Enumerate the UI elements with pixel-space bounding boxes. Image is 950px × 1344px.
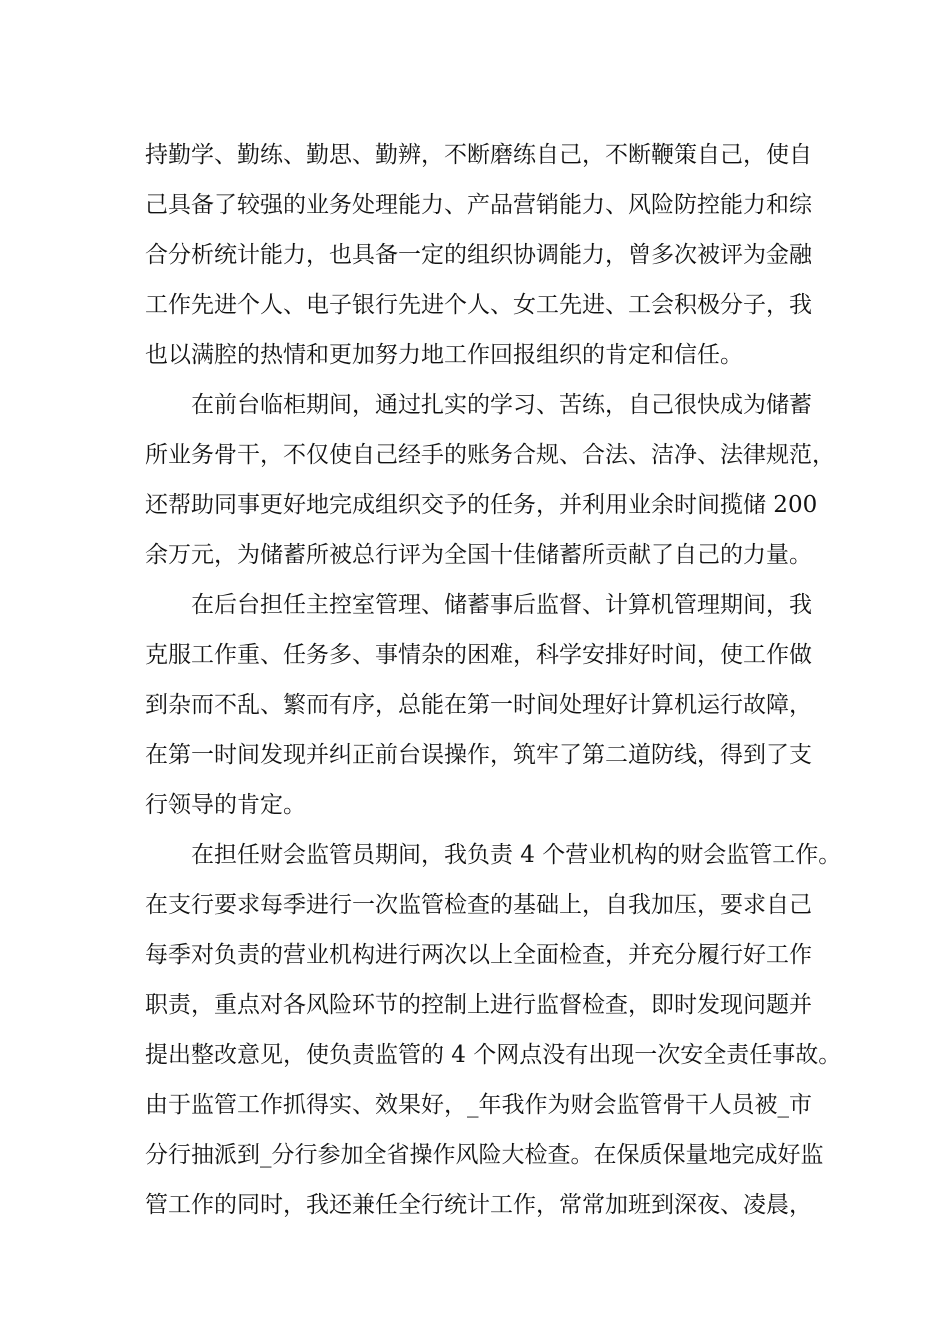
- paragraph: [145, 130, 812, 380]
- text-line: 提出整改意见，使负责监管的 4 个网点没有出现一次安全责任事故。: [145, 1042, 842, 1068]
- paragraph: [145, 580, 812, 830]
- text-line: 合分析统计能力，也具备一定的组织协调能力，曾多次被评为金融: [145, 242, 812, 268]
- document-page: [145, 130, 842, 1230]
- text-line: 在支行要求每季进行一次监管检查的基础上，自我加压，要求自己: [145, 892, 812, 918]
- text-line: 克服工作重、任务多、事情杂的困难，科学安排好时间，使工作做: [145, 642, 812, 668]
- text-line: 还帮助同事更好地完成组织交予的任务，并利用业余时间揽储 200: [145, 492, 818, 518]
- text-line: 在第一时间发现并纠正前台误操作，筑牢了第二道防线，得到了支: [145, 742, 812, 768]
- paragraph: [145, 380, 835, 580]
- text-line: 所业务骨干，不仅使自己经手的账务合规、合法、洁净、法律规范，: [145, 442, 835, 468]
- text-line: 在后台担任主控室管理、储蓄事后监督、计算机管理期间，我: [191, 592, 812, 618]
- text-line: 工作先进个人、电子银行先进个人、女工先进、工会积极分子，我: [145, 292, 812, 318]
- text-line: 职责，重点对各风险环节的控制上进行监督检查，即时发现问题并: [145, 992, 812, 1018]
- text-line: 分行抽派到_分行参加全省操作风险大检查。在保质保量地完成好监: [145, 1142, 824, 1168]
- text-line: 每季对负责的营业机构进行两次以上全面检查，并充分履行好工作: [145, 942, 812, 968]
- text-line: 在前台临柜期间，通过扎实的学习、苦练，自己很快成为储蓄: [191, 392, 812, 418]
- text-line: 行领导的肯定。: [145, 792, 306, 818]
- text-line: 己具备了较强的业务处理能力、产品营销能力、风险防控能力和综: [145, 192, 812, 218]
- text-line: 余万元，为储蓄所被总行评为全国十佳储蓄所贡献了自己的力量。: [145, 542, 812, 568]
- text-line: 也以满腔的热情和更加努力地工作回报组织的肯定和信任。: [145, 342, 743, 368]
- text-line: 持勤学、勤练、勤思、勤辨，不断磨练自己，不断鞭策自己，使自: [145, 142, 812, 168]
- text-line: 由于监管工作抓得实、效果好，_年我作为财会监管骨干人员被_市: [145, 1092, 812, 1118]
- paragraph: [145, 830, 842, 1230]
- text-line: 在担任财会监管员期间，我负责 4 个营业机构的财会监管工作。: [191, 842, 842, 868]
- text-line: 到杂而不乱、繁而有序，总能在第一时间处理好计算机运行故障，: [145, 692, 812, 718]
- text-line: 管工作的同时，我还兼任全行统计工作，常常加班到深夜、凌晨，: [145, 1192, 812, 1218]
